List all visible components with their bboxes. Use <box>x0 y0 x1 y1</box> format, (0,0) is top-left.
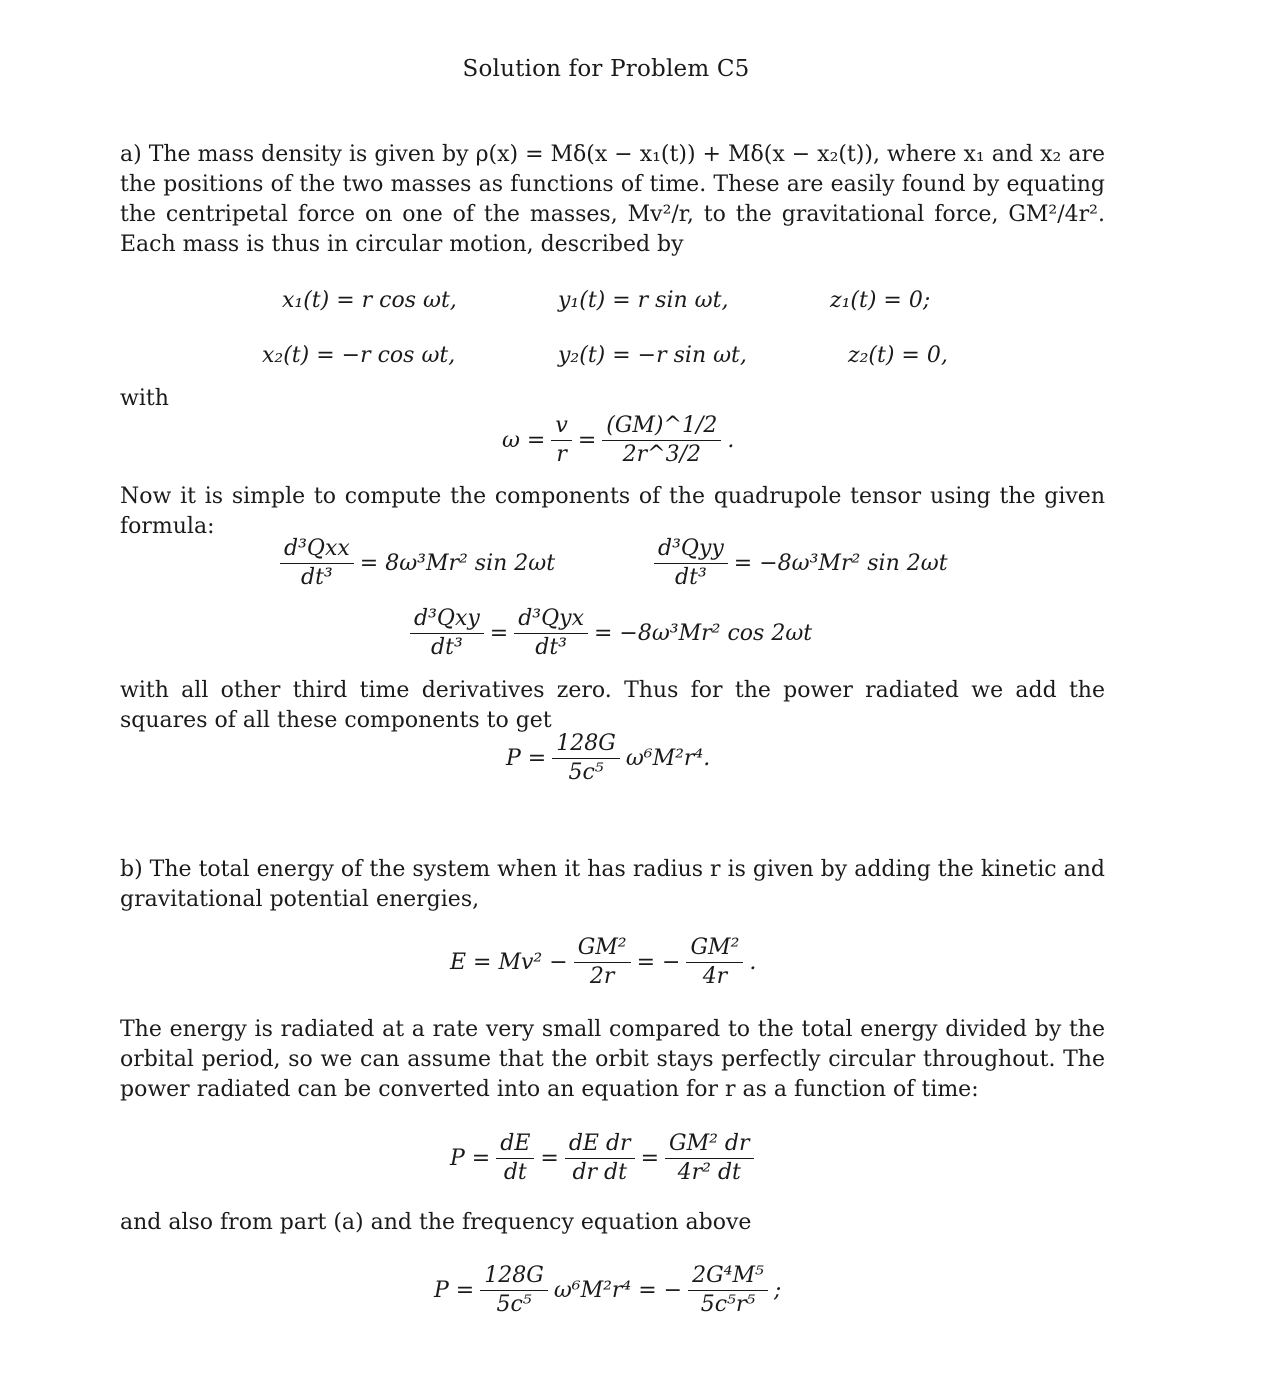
p-derivative-equation <box>450 1130 760 1187</box>
qyy-frac <box>654 535 728 592</box>
power-frac <box>552 730 620 787</box>
energy-frac-2-num: GM² <box>686 934 743 963</box>
final-frac-2-num: 2G⁴M⁵ <box>688 1262 768 1291</box>
p-eq-lhs: P = <box>450 1146 491 1171</box>
omega-frac-1-num: v <box>551 412 571 441</box>
eq-z1: z₁(t) = 0; <box>830 288 931 313</box>
qxy-eq: = <box>489 621 509 646</box>
p-eq-frac-3-num: GM² dr <box>665 1130 754 1159</box>
qxx-num: d³Qxx <box>280 535 354 564</box>
p-eq-frac-2 <box>565 1130 635 1187</box>
part-b-intro: b) The total energy of the system when it has radius r is given by adding the kinetic and gravitational potential energies, <box>120 857 1105 912</box>
omega-eq: = <box>577 428 597 453</box>
power-lhs: P = <box>506 746 547 771</box>
final-lhs: P = <box>434 1278 475 1303</box>
energy-eq: = − <box>636 950 681 975</box>
radiated-text: The energy is radiated at a rate very small compared to the total energy divided by the orbital period, so we can assume that the orbit stays perfectly circular throughout. The power radiated can be converted into an equation for r as a function of time: <box>120 1017 1105 1102</box>
p-eq-frac-1-num: dE <box>496 1130 534 1159</box>
final-frac-1 <box>480 1262 548 1319</box>
page-title: Solution for Problem C5 <box>462 56 750 82</box>
qxx-equation <box>274 535 555 592</box>
energy-frac-1-den: 2r <box>589 964 615 989</box>
with-label: with <box>120 386 169 411</box>
p-eq-frac-1 <box>496 1130 534 1187</box>
energy-frac-2-den: 4r <box>702 964 728 989</box>
qyx-den: dt³ <box>535 635 567 660</box>
eq-x1: x₁(t) = r cos ωt, <box>282 288 457 313</box>
zero-text: with all other third time derivatives zero. Thus for the power radiated we add the squares of all these components to get <box>120 678 1105 733</box>
qxy-num: d³Qxy <box>410 605 484 634</box>
final-frac-2-den: 5c⁵r⁵ <box>700 1292 756 1317</box>
power-rhs: ω⁶M²r⁴. <box>625 746 711 771</box>
qyy-equation <box>648 535 948 592</box>
qxx-frac <box>280 535 354 592</box>
eq-y1: y₁(t) = r sin ωt, <box>558 288 729 313</box>
eq-z2: z₂(t) = 0, <box>848 343 948 368</box>
power-equation <box>506 730 710 787</box>
qyy-den: dt³ <box>675 565 707 590</box>
qxx-rhs: = 8ω³Mr² sin 2ωt <box>359 551 556 576</box>
part-a-intro: a) The mass density is given by ρ(x) = Mδ(x − x₁(t)) + Mδ(x − x₂(t)), where x₁ and x₂ are the positions of the two masses as functions of time. These are easily found by equating the centripetal force on one of the masses, Mv²/r, to the gravitational force, GM²/4r². Each mass is thus in circular motion, described by <box>120 142 1105 257</box>
qxy-equation <box>404 605 812 662</box>
omega-frac-2-den: 2r^3/2 <box>622 442 701 467</box>
p-eq-frac-3-den: 4r² dt <box>677 1160 741 1185</box>
omega-lhs: ω = <box>502 428 546 453</box>
omega-equation <box>502 412 734 469</box>
omega-frac-1 <box>551 412 571 469</box>
qyy-rhs: = −8ω³Mr² sin 2ωt <box>733 551 948 576</box>
qyy-num: d³Qyy <box>654 535 728 564</box>
omega-frac-2-num: (GM)^1/2 <box>602 412 721 441</box>
also-text: and also from part (a) and the frequency equation above <box>120 1210 752 1235</box>
qxy-den: dt³ <box>431 635 463 660</box>
qxy-rhs: = −8ω³Mr² cos 2ωt <box>594 621 813 646</box>
energy-end: . <box>749 950 757 975</box>
p-eq-frac-3 <box>665 1130 754 1187</box>
p-eq-eq2: = <box>640 1146 660 1171</box>
final-frac-1-num: 128G <box>480 1262 548 1291</box>
energy-equation <box>450 934 756 991</box>
compute-text: Now it is simple to compute the components of the quadrupole tensor using the given formula: <box>120 484 1105 539</box>
power-den: 5c⁵ <box>568 760 604 785</box>
final-power-equation <box>434 1262 781 1319</box>
energy-frac-2 <box>686 934 743 991</box>
p-eq-eq1: = <box>540 1146 559 1171</box>
final-frac-2 <box>688 1262 768 1319</box>
p-eq-frac-2-num: dE dr <box>565 1130 635 1159</box>
omega-end: . <box>727 428 735 453</box>
qxx-den: dt³ <box>301 565 333 590</box>
qyx-frac <box>514 605 588 662</box>
eq-x2: x₂(t) = −r cos ωt, <box>262 343 456 368</box>
omega-frac-2 <box>602 412 721 469</box>
eq-y2: y₂(t) = −r sin ωt, <box>558 343 747 368</box>
qyx-num: d³Qyx <box>514 605 588 634</box>
final-mid: ω⁶M²r⁴ = − <box>553 1278 683 1303</box>
final-frac-1-den: 5c⁵ <box>496 1292 532 1317</box>
p-eq-frac-1-den: dt <box>503 1160 527 1185</box>
omega-frac-1-den: r <box>556 442 567 467</box>
p-eq-frac-2-den: dr dt <box>572 1160 627 1185</box>
energy-frac-1 <box>574 934 631 991</box>
energy-lhs: E = Mv² − <box>450 950 568 975</box>
energy-frac-1-num: GM² <box>574 934 631 963</box>
final-end: ; <box>773 1278 782 1303</box>
power-num: 128G <box>552 730 620 759</box>
qxy-frac <box>410 605 484 662</box>
